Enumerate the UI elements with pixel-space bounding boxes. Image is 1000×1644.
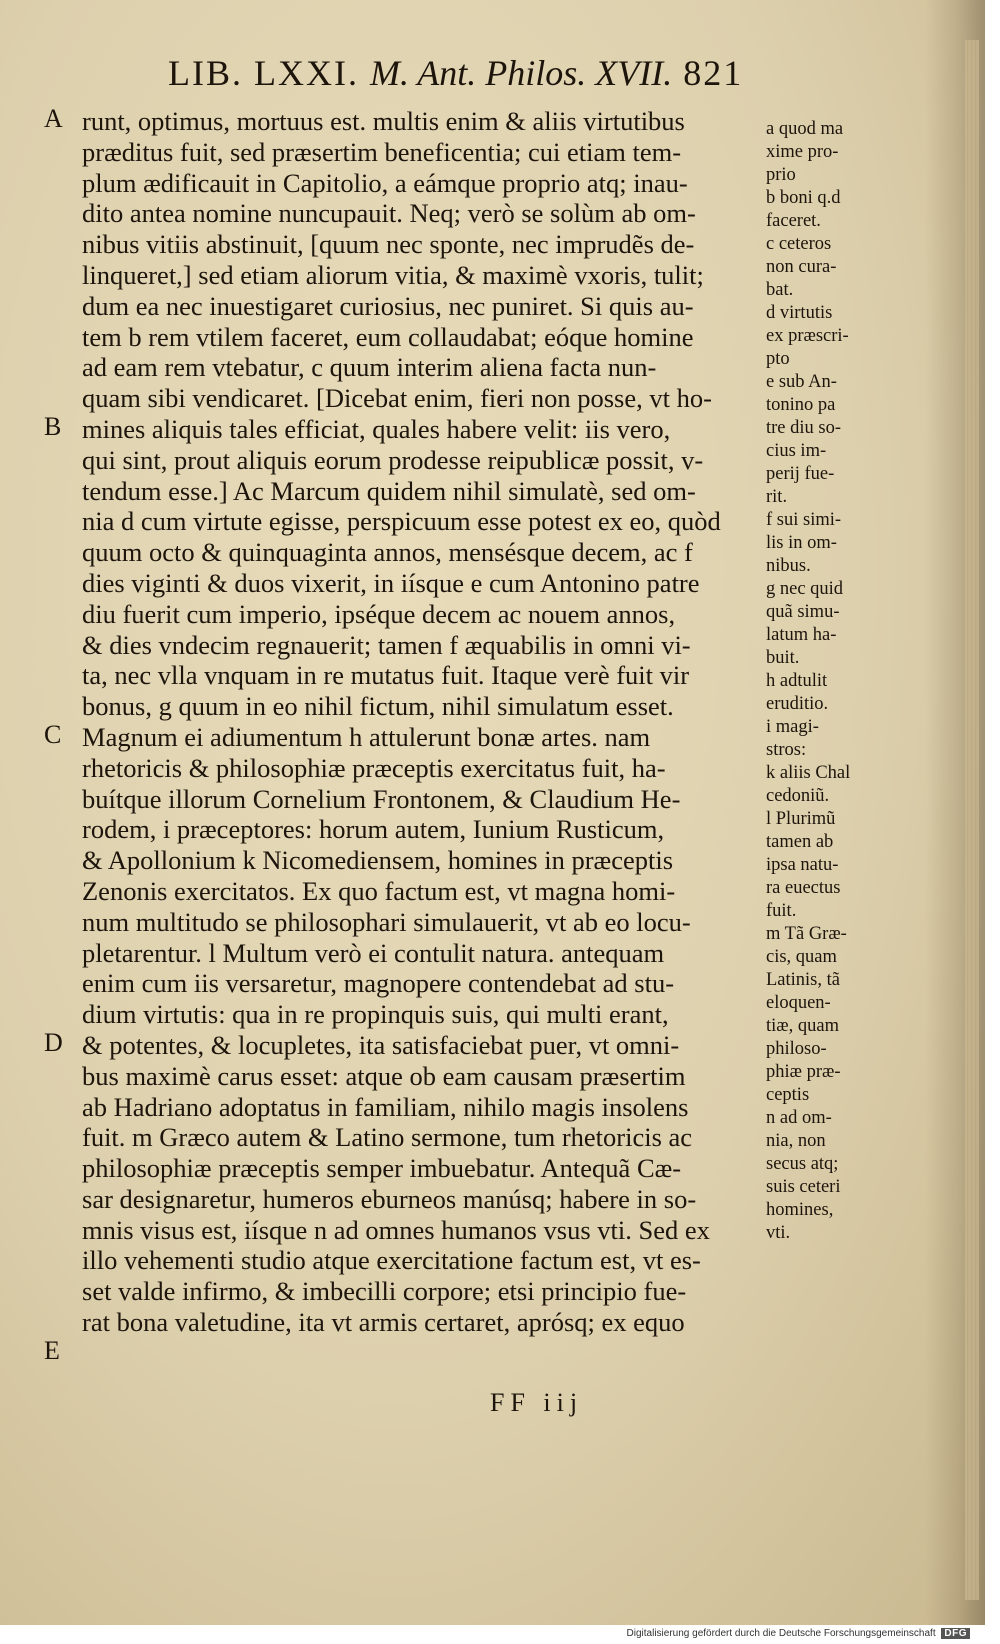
text-line: enim cum iis versaretur, magnopere contendebat ad stu-: [82, 968, 675, 999]
text-line: ta, nec vlla vnquam in re mutatus fuit. Itaque verè fuit vir: [82, 660, 690, 691]
main-text-column: [82, 106, 772, 1338]
margin-note-line: eloquen-: [766, 993, 831, 1013]
page-edges: [965, 40, 979, 1600]
running-header: [168, 52, 743, 94]
text-line: nia d cum virtute egisse, perspicuum esse potest ex eo, quòd: [82, 506, 721, 537]
margin-note-line: homines,: [766, 1200, 834, 1220]
margin-note-line: Latinis, tã: [766, 970, 840, 990]
margin-note-line: xime pro-: [766, 142, 839, 162]
text-line: dito antea nomine nuncupauit. Neq; verò se solùm ab om-: [82, 198, 696, 229]
text-line: plum ædificauit in Capitolio, a eámque proprio atq; inau-: [82, 167, 688, 198]
page-number: 821: [683, 53, 744, 93]
margin-note-line: ipsa natu-: [766, 855, 839, 875]
margin-note-line: m Tã Græ-: [766, 924, 847, 944]
margin-note-line: a quod ma: [766, 119, 844, 139]
margin-note-line: buit.: [766, 648, 800, 668]
section-letter-d: D: [44, 1028, 63, 1057]
text-line: dum ea nec inuestigaret curiosius, nec puniret. Si quis au-: [82, 290, 694, 321]
margin-note-line: rit.: [766, 487, 788, 507]
text-line: illo vehementi studio atque exercitatione factum est, vt es-: [82, 1245, 701, 1276]
text-line: mines aliquis tales efficiat, quales habere velit: iis vero,: [82, 413, 671, 444]
text-line: ab Hadriano adoptatus in familiam, nihilo magis insolens: [82, 1091, 689, 1122]
margin-note-line: tiæ, quam: [766, 1016, 839, 1036]
marginal-notes-column: [766, 118, 886, 1245]
margin-note-line: tamen ab: [766, 832, 834, 852]
digitization-credit: [627, 1628, 970, 1639]
text-line: philosophiæ præceptis semper imbuebatur. Antequã Cæ-: [82, 1153, 682, 1184]
text-line: nibus vitiis abstinuit, [quum nec sponte, nec imprudẽs de-: [82, 229, 695, 260]
section-letter-b: B: [44, 412, 62, 441]
margin-note-line: c ceteros: [766, 234, 832, 254]
text-line: rhetoricis & philosophiæ præceptis exercitatus fuit, ha-: [82, 752, 666, 783]
text-line: qui sint, prout aliquis eorum prodesse reipublicæ possit, v-: [82, 444, 704, 475]
text-line: quam sibi vendicaret. [Dicebat enim, fieri non posse, vt ho-: [82, 383, 712, 414]
text-line: & potentes, & locupletes, ita satisfaciebat puer, vt omni-: [82, 1029, 680, 1060]
margin-note-line: suis ceteri: [766, 1177, 841, 1197]
text-line: bonus, g quum in eo nihil fictum, nihil simulatum esset.: [82, 691, 674, 722]
margin-note-line: stros:: [766, 740, 807, 760]
margin-note-line: h adtulit: [766, 671, 828, 691]
text-line: set valde infirmo, & imbecilli corpore; etsi principio fue-: [82, 1276, 687, 1307]
text-line: ad eam rem vtebatur, c quum interim aliena facta nun-: [82, 352, 657, 383]
text-line: diu fuerit cum imperio, ipséque decem ac nouem annos,: [82, 598, 676, 629]
text-line: rodem, i præceptores: horum autem, Iunium Rusticum,: [82, 814, 665, 845]
text-line: linqueret,] sed etiam aliorum vitia, & maximè vxoris, tulit;: [82, 259, 704, 290]
text-line: Magnum ei adiumentum h attulerunt bonæ artes. nam: [82, 721, 651, 752]
margin-note-line: tre diu so-: [766, 418, 842, 438]
text-line: Zenonis exercitatos. Ex quo factum est, vt magna homi-: [82, 875, 676, 906]
text-line: & dies vndecim regnauerit; tamen f æquabilis in omni vi-: [82, 629, 691, 660]
margin-note-line: l Plurimũ: [766, 809, 836, 829]
margin-note-line: ra euectus: [766, 878, 841, 898]
margin-note-line: cius im-: [766, 441, 827, 461]
text-line: præditus fuit, sed præsertim beneficentia; cui etiam tem-: [82, 136, 682, 167]
margin-note-line: i magi-: [766, 717, 819, 737]
header-book-number: LIB. LXXI.: [168, 53, 359, 93]
margin-note-line: tonino pa: [766, 395, 836, 415]
section-letter-a: A: [44, 104, 63, 133]
margin-note-line: f sui simi-: [766, 510, 842, 530]
margin-note-line: nia, non: [766, 1131, 826, 1151]
signature-mark: FF iij: [490, 1388, 584, 1417]
margin-note-line: vti.: [766, 1223, 791, 1243]
section-letter-e: E: [44, 1336, 60, 1365]
margin-note-line: n ad om-: [766, 1108, 832, 1128]
margin-note-line: faceret.: [766, 211, 821, 231]
text-line: num multitudo se philosophari simulauerit, vt ab eo locu-: [82, 906, 691, 937]
text-line: tem b rem vtilem faceret, eum collaudabat; eóque homine: [82, 321, 694, 352]
text-line: dies viginti & duos vixerit, in iísque e cum Antonino patre: [82, 567, 700, 598]
margin-note-line: e sub An-: [766, 372, 837, 392]
margin-note-line: latum ha-: [766, 625, 837, 645]
text-line: & Apollonium k Nicomediensem, homines in præceptis: [82, 845, 674, 876]
text-line: sar designaretur, humeros eburneos manúsq; habere in so-: [82, 1183, 697, 1214]
section-letter-c: C: [44, 720, 62, 749]
margin-note-line: quã simu-: [766, 602, 840, 622]
margin-note-line: fuit.: [766, 901, 797, 921]
margin-note-line: prio: [766, 165, 796, 185]
text-line: quum octo & quinquaginta annos, mensésque decem, ac f: [82, 537, 693, 568]
margin-note-line: non cura-: [766, 257, 837, 277]
text-line: rat bona valetudine, ita vt armis certaret, aprósq; ex equo: [82, 1307, 685, 1338]
margin-note-line: phiæ præ-: [766, 1062, 841, 1082]
margin-note-line: b boni q.d: [766, 188, 841, 208]
margin-note-line: k aliis Chal: [766, 763, 851, 783]
text-line: dium virtutis: qua in re propinquis suis, qui multi erant,: [82, 999, 669, 1030]
margin-note-line: lis in om-: [766, 533, 837, 553]
text-line: mnis visus est, iísque n ad omnes humanos vsus vti. Sed ex: [82, 1214, 710, 1245]
margin-note-line: bat.: [766, 280, 794, 300]
margin-note-line: nibus.: [766, 556, 811, 576]
text-line: fuit. m Græco autem & Latino sermone, tum rhetoricis ac: [82, 1122, 693, 1153]
margin-note-line: eruditio.: [766, 694, 829, 714]
margin-note-line: ceptis: [766, 1085, 810, 1105]
margin-note-line: secus atq;: [766, 1154, 839, 1174]
margin-note-line: cis, quam: [766, 947, 837, 967]
margin-note-line: d virtutis: [766, 303, 833, 323]
margin-note-line: ex præscri-: [766, 326, 849, 346]
header-section-title: M. Ant. Philos. XVII.: [369, 53, 673, 93]
margin-note-line: cedoniũ.: [766, 786, 830, 806]
margin-note-line: philoso-: [766, 1039, 827, 1059]
margin-note-line: perij fue-: [766, 464, 835, 484]
dfg-logo: DFG: [941, 1628, 970, 1639]
text-line: pletarentur. l Multum verò ei contulit natura. antequam: [82, 937, 665, 968]
credit-text: Digitalisierung gefördert durch die Deutsche Forschungsgemeinschaft: [626, 1628, 936, 1639]
text-line: tendum esse.] Ac Marcum quidem nihil simulatè, sed om-: [82, 475, 696, 506]
margin-note-line: g nec quid: [766, 579, 844, 599]
margin-note-line: pto: [766, 349, 790, 369]
text-line: runt, optimus, mortuus est. multis enim & aliis virtutibus: [82, 106, 685, 136]
text-line: bus maximè carus esset: atque ob eam causam præsertim: [82, 1060, 686, 1091]
text-line: buítque illorum Cornelium Frontonem, & Claudium He-: [82, 783, 681, 814]
